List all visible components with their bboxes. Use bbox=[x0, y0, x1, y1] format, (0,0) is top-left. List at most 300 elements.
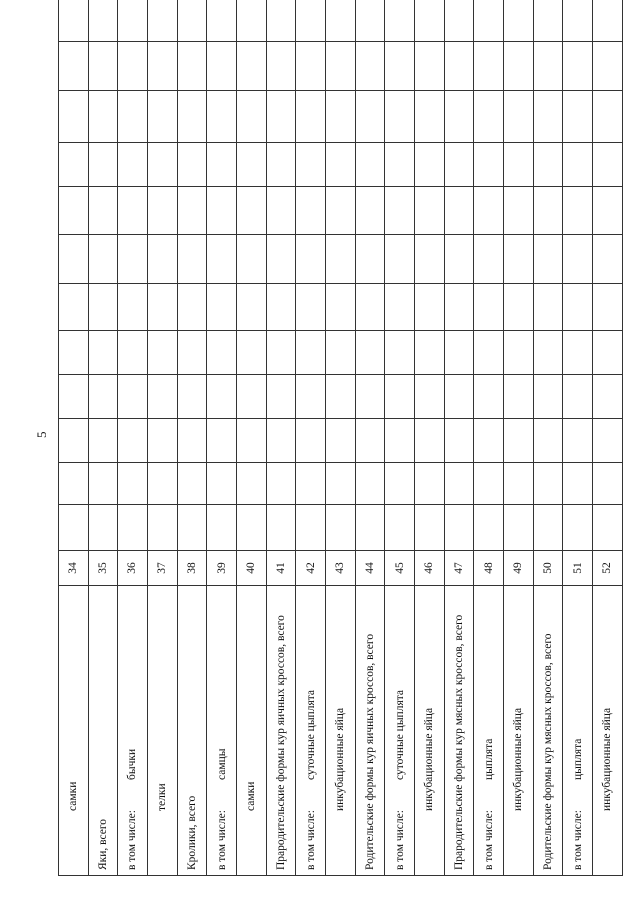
value-cell[interactable] bbox=[533, 463, 563, 505]
value-cell[interactable] bbox=[504, 0, 534, 42]
value-cell[interactable] bbox=[207, 42, 237, 91]
value-cell[interactable] bbox=[266, 419, 296, 463]
value-cell[interactable] bbox=[563, 419, 593, 463]
value-cell[interactable] bbox=[326, 187, 356, 235]
value-cell[interactable] bbox=[88, 91, 118, 143]
value-cell[interactable] bbox=[177, 419, 207, 463]
value-cell[interactable] bbox=[533, 419, 563, 463]
value-cell[interactable] bbox=[474, 143, 504, 187]
value-cell[interactable] bbox=[207, 235, 237, 284]
value-cell[interactable] bbox=[296, 42, 326, 91]
value-cell[interactable] bbox=[415, 463, 445, 505]
value-cell[interactable] bbox=[504, 42, 534, 91]
value-cell[interactable] bbox=[207, 284, 237, 331]
value-cell[interactable] bbox=[355, 375, 385, 419]
table-row bbox=[593, 0, 623, 876]
value-cell[interactable] bbox=[118, 42, 148, 91]
table-row bbox=[385, 0, 415, 876]
value-cell[interactable] bbox=[474, 375, 504, 419]
value-cell[interactable] bbox=[296, 284, 326, 331]
value-cell[interactable] bbox=[326, 235, 356, 284]
value-cell[interactable] bbox=[326, 419, 356, 463]
value-cell[interactable] bbox=[148, 235, 178, 284]
value-cell[interactable] bbox=[177, 331, 207, 375]
value-cell[interactable] bbox=[296, 235, 326, 284]
value-cell[interactable] bbox=[59, 0, 89, 42]
value-cell[interactable] bbox=[593, 419, 623, 463]
table-row bbox=[296, 0, 326, 876]
row-label-cell bbox=[88, 586, 118, 876]
value-cell[interactable] bbox=[563, 505, 593, 551]
value-cell[interactable] bbox=[326, 284, 356, 331]
value-cell[interactable] bbox=[533, 187, 563, 235]
value-cell[interactable] bbox=[148, 91, 178, 143]
value-cell[interactable] bbox=[355, 331, 385, 375]
value-cell[interactable] bbox=[533, 91, 563, 143]
row-label: инкубационные яйца bbox=[334, 707, 347, 811]
row-label: самки bbox=[67, 781, 80, 811]
row-number: 42 bbox=[296, 551, 326, 586]
value-cell[interactable] bbox=[88, 235, 118, 284]
value-cell[interactable] bbox=[177, 284, 207, 331]
value-cell[interactable] bbox=[385, 419, 415, 463]
row-label: суточные цыплята bbox=[304, 689, 317, 780]
value-cell[interactable] bbox=[444, 463, 474, 505]
value-cell[interactable] bbox=[266, 143, 296, 187]
value-cell[interactable] bbox=[148, 463, 178, 505]
value-cell[interactable] bbox=[59, 505, 89, 551]
value-cell[interactable] bbox=[296, 463, 326, 505]
table-row bbox=[207, 0, 237, 876]
value-cell[interactable] bbox=[563, 284, 593, 331]
value-cell[interactable] bbox=[504, 143, 534, 187]
value-cell[interactable] bbox=[385, 0, 415, 42]
value-cell[interactable] bbox=[444, 419, 474, 463]
value-cell[interactable] bbox=[118, 187, 148, 235]
value-cell[interactable] bbox=[177, 42, 207, 91]
table-row bbox=[415, 0, 445, 876]
row-label: телки bbox=[156, 783, 169, 811]
table-row bbox=[266, 0, 296, 876]
value-cell[interactable] bbox=[533, 143, 563, 187]
value-cell[interactable] bbox=[533, 42, 563, 91]
value-cell[interactable] bbox=[237, 331, 267, 375]
value-cell[interactable] bbox=[444, 375, 474, 419]
value-cell[interactable] bbox=[88, 0, 118, 42]
row-label-cell bbox=[474, 586, 504, 876]
value-cell[interactable] bbox=[88, 284, 118, 331]
value-cell[interactable] bbox=[266, 187, 296, 235]
row-label: инкубационные яйца bbox=[423, 707, 436, 811]
value-cell[interactable] bbox=[237, 463, 267, 505]
value-cell[interactable] bbox=[444, 42, 474, 91]
value-cell[interactable] bbox=[444, 187, 474, 235]
value-cell[interactable] bbox=[415, 375, 445, 419]
value-cell[interactable] bbox=[326, 375, 356, 419]
value-cell[interactable] bbox=[296, 375, 326, 419]
value-cell[interactable] bbox=[444, 331, 474, 375]
row-label: Кролики, всего bbox=[185, 795, 198, 870]
value-cell[interactable] bbox=[504, 463, 534, 505]
row-prefix: в том числе: bbox=[215, 810, 228, 870]
value-cell[interactable] bbox=[563, 375, 593, 419]
value-cell[interactable] bbox=[59, 143, 89, 187]
row-label-cell bbox=[148, 586, 178, 876]
value-cell[interactable] bbox=[326, 331, 356, 375]
value-cell[interactable] bbox=[118, 284, 148, 331]
value-cell[interactable] bbox=[266, 0, 296, 42]
value-cell[interactable] bbox=[296, 505, 326, 551]
value-cell[interactable] bbox=[207, 419, 237, 463]
value-cell[interactable] bbox=[118, 0, 148, 42]
row-label-cell bbox=[355, 586, 385, 876]
table-row bbox=[237, 0, 267, 876]
value-cell[interactable] bbox=[415, 235, 445, 284]
row-number: 39 bbox=[207, 551, 237, 586]
value-cell[interactable] bbox=[444, 235, 474, 284]
value-cell[interactable] bbox=[355, 463, 385, 505]
value-cell[interactable] bbox=[266, 91, 296, 143]
value-cell[interactable] bbox=[118, 91, 148, 143]
value-cell[interactable] bbox=[533, 0, 563, 42]
value-cell[interactable] bbox=[118, 375, 148, 419]
value-cell[interactable] bbox=[118, 331, 148, 375]
value-cell[interactable] bbox=[237, 143, 267, 187]
value-cell[interactable] bbox=[474, 419, 504, 463]
value-cell[interactable] bbox=[118, 143, 148, 187]
value-cell[interactable] bbox=[385, 284, 415, 331]
value-cell[interactable] bbox=[593, 284, 623, 331]
value-cell[interactable] bbox=[415, 42, 445, 91]
value-cell[interactable] bbox=[533, 375, 563, 419]
value-cell[interactable] bbox=[88, 331, 118, 375]
value-cell[interactable] bbox=[385, 463, 415, 505]
value-cell[interactable] bbox=[474, 505, 504, 551]
value-cell[interactable] bbox=[59, 419, 89, 463]
value-cell[interactable] bbox=[415, 143, 445, 187]
value-cell[interactable] bbox=[237, 91, 267, 143]
value-cell[interactable] bbox=[266, 235, 296, 284]
value-cell[interactable] bbox=[296, 187, 326, 235]
value-cell[interactable] bbox=[355, 419, 385, 463]
row-label-cell bbox=[563, 586, 593, 876]
value-cell[interactable] bbox=[504, 187, 534, 235]
value-cell[interactable] bbox=[177, 143, 207, 187]
page-number: 5 bbox=[34, 431, 49, 438]
value-cell[interactable] bbox=[148, 143, 178, 187]
value-cell[interactable] bbox=[296, 331, 326, 375]
value-cell[interactable] bbox=[148, 375, 178, 419]
value-cell[interactable] bbox=[207, 331, 237, 375]
value-cell[interactable] bbox=[237, 0, 267, 42]
value-cell[interactable] bbox=[385, 143, 415, 187]
value-cell[interactable] bbox=[415, 91, 445, 143]
value-cell[interactable] bbox=[385, 505, 415, 551]
row-label-cell bbox=[444, 586, 474, 876]
value-cell[interactable] bbox=[593, 0, 623, 42]
row-number: 46 bbox=[415, 551, 445, 586]
value-cell[interactable] bbox=[355, 0, 385, 42]
value-cell[interactable] bbox=[296, 419, 326, 463]
value-cell[interactable] bbox=[148, 505, 178, 551]
value-cell[interactable] bbox=[355, 143, 385, 187]
value-cell[interactable] bbox=[563, 463, 593, 505]
row-number: 45 bbox=[385, 551, 415, 586]
value-cell[interactable] bbox=[415, 187, 445, 235]
value-cell[interactable] bbox=[326, 91, 356, 143]
value-cell[interactable] bbox=[355, 235, 385, 284]
row-label: инкубационные яйца bbox=[512, 707, 525, 811]
value-cell[interactable] bbox=[148, 187, 178, 235]
value-cell[interactable] bbox=[355, 505, 385, 551]
value-cell[interactable] bbox=[533, 235, 563, 284]
value-cell[interactable] bbox=[88, 505, 118, 551]
value-cell[interactable] bbox=[237, 235, 267, 284]
row-number: 50 bbox=[533, 551, 563, 586]
row-label: самцы bbox=[215, 748, 228, 780]
value-cell[interactable] bbox=[326, 143, 356, 187]
row-label: Родительские формы кур яичных кроссов, всего bbox=[363, 633, 376, 870]
row-label-cell bbox=[504, 586, 534, 876]
value-cell[interactable] bbox=[533, 331, 563, 375]
row-label: бычки bbox=[126, 748, 139, 780]
value-cell[interactable] bbox=[444, 91, 474, 143]
value-cell[interactable] bbox=[326, 0, 356, 42]
value-cell[interactable] bbox=[59, 375, 89, 419]
table-row bbox=[563, 0, 593, 876]
value-cell[interactable] bbox=[385, 187, 415, 235]
value-cell[interactable] bbox=[207, 0, 237, 42]
row-prefix: в том числе: bbox=[482, 810, 495, 870]
value-cell[interactable] bbox=[88, 463, 118, 505]
value-cell[interactable] bbox=[296, 91, 326, 143]
value-cell[interactable] bbox=[415, 505, 445, 551]
value-cell[interactable] bbox=[563, 187, 593, 235]
value-cell[interactable] bbox=[118, 505, 148, 551]
value-cell[interactable] bbox=[237, 42, 267, 91]
value-cell[interactable] bbox=[59, 42, 89, 91]
value-cell[interactable] bbox=[207, 143, 237, 187]
value-cell[interactable] bbox=[177, 505, 207, 551]
row-label-cell bbox=[177, 586, 207, 876]
row-label-cell bbox=[266, 586, 296, 876]
value-cell[interactable] bbox=[59, 187, 89, 235]
value-cell[interactable] bbox=[504, 375, 534, 419]
value-cell[interactable] bbox=[385, 235, 415, 284]
value-cell[interactable] bbox=[593, 331, 623, 375]
row-label-cell bbox=[237, 586, 267, 876]
value-cell[interactable] bbox=[474, 331, 504, 375]
value-cell[interactable] bbox=[88, 375, 118, 419]
value-cell[interactable] bbox=[207, 91, 237, 143]
value-cell[interactable] bbox=[177, 463, 207, 505]
row-number: 36 bbox=[118, 551, 148, 586]
value-cell[interactable] bbox=[355, 284, 385, 331]
value-cell[interactable] bbox=[385, 331, 415, 375]
value-cell[interactable] bbox=[593, 463, 623, 505]
value-cell[interactable] bbox=[355, 42, 385, 91]
value-cell[interactable] bbox=[474, 187, 504, 235]
row-label-cell bbox=[385, 586, 415, 876]
value-cell[interactable] bbox=[118, 419, 148, 463]
livestock-form-table bbox=[58, 0, 623, 876]
value-cell[interactable] bbox=[237, 505, 267, 551]
value-cell[interactable] bbox=[504, 284, 534, 331]
row-label-cell bbox=[296, 586, 326, 876]
row-number: 48 bbox=[474, 551, 504, 586]
value-cell[interactable] bbox=[59, 331, 89, 375]
value-cell[interactable] bbox=[177, 0, 207, 42]
value-cell[interactable] bbox=[207, 463, 237, 505]
value-cell[interactable] bbox=[593, 143, 623, 187]
row-number: 34 bbox=[59, 551, 89, 586]
value-cell[interactable] bbox=[593, 187, 623, 235]
value-cell[interactable] bbox=[266, 505, 296, 551]
row-label: цыплята bbox=[571, 738, 584, 780]
row-number: 51 bbox=[563, 551, 593, 586]
value-cell[interactable] bbox=[444, 0, 474, 42]
value-cell[interactable] bbox=[177, 375, 207, 419]
value-cell[interactable] bbox=[118, 463, 148, 505]
value-cell[interactable] bbox=[504, 235, 534, 284]
value-cell[interactable] bbox=[59, 284, 89, 331]
table-row bbox=[59, 0, 89, 876]
value-cell[interactable] bbox=[474, 463, 504, 505]
row-prefix: в том числе: bbox=[304, 810, 317, 870]
value-cell[interactable] bbox=[59, 91, 89, 143]
value-cell[interactable] bbox=[148, 331, 178, 375]
row-label: инкубационные яйца bbox=[601, 707, 614, 811]
row-label-cell bbox=[415, 586, 445, 876]
value-cell[interactable] bbox=[326, 505, 356, 551]
value-cell[interactable] bbox=[415, 419, 445, 463]
value-cell[interactable] bbox=[355, 91, 385, 143]
value-cell[interactable] bbox=[563, 91, 593, 143]
value-cell[interactable] bbox=[148, 419, 178, 463]
table-row bbox=[474, 0, 504, 876]
row-number: 43 bbox=[326, 551, 356, 586]
value-cell[interactable] bbox=[88, 419, 118, 463]
value-cell[interactable] bbox=[177, 91, 207, 143]
row-label-cell bbox=[326, 586, 356, 876]
value-cell[interactable] bbox=[415, 0, 445, 42]
value-cell[interactable] bbox=[326, 463, 356, 505]
value-cell[interactable] bbox=[148, 284, 178, 331]
value-cell[interactable] bbox=[563, 0, 593, 42]
table-row bbox=[504, 0, 534, 876]
value-cell[interactable] bbox=[593, 375, 623, 419]
value-cell[interactable] bbox=[266, 331, 296, 375]
value-cell[interactable] bbox=[504, 331, 534, 375]
value-cell[interactable] bbox=[474, 284, 504, 331]
value-cell[interactable] bbox=[593, 42, 623, 91]
value-cell[interactable] bbox=[593, 235, 623, 284]
row-number: 35 bbox=[88, 551, 118, 586]
value-cell[interactable] bbox=[266, 463, 296, 505]
value-cell[interactable] bbox=[266, 284, 296, 331]
value-cell[interactable] bbox=[237, 375, 267, 419]
value-cell[interactable] bbox=[563, 42, 593, 91]
value-cell[interactable] bbox=[504, 91, 534, 143]
row-prefix: в том числе: bbox=[571, 810, 584, 870]
value-cell[interactable] bbox=[474, 42, 504, 91]
row-label: цыплята bbox=[482, 738, 495, 780]
value-cell[interactable] bbox=[237, 187, 267, 235]
value-cell[interactable] bbox=[533, 284, 563, 331]
value-cell[interactable] bbox=[88, 143, 118, 187]
table-row bbox=[148, 0, 178, 876]
value-cell[interactable] bbox=[59, 235, 89, 284]
row-label-cell bbox=[118, 586, 148, 876]
value-cell[interactable] bbox=[474, 0, 504, 42]
table-row bbox=[444, 0, 474, 876]
value-cell[interactable] bbox=[177, 235, 207, 284]
value-cell[interactable] bbox=[593, 91, 623, 143]
row-number: 38 bbox=[177, 551, 207, 586]
value-cell[interactable] bbox=[415, 331, 445, 375]
row-label: Яки, всего bbox=[96, 818, 109, 870]
value-cell[interactable] bbox=[207, 375, 237, 419]
value-cell[interactable] bbox=[237, 419, 267, 463]
value-cell[interactable] bbox=[563, 143, 593, 187]
value-cell[interactable] bbox=[266, 42, 296, 91]
value-cell[interactable] bbox=[385, 375, 415, 419]
rotated-table-container bbox=[58, 21, 623, 876]
row-label: Прародительские формы кур мясных кроссов, всего bbox=[452, 614, 465, 870]
value-cell[interactable] bbox=[296, 0, 326, 42]
value-cell[interactable] bbox=[266, 375, 296, 419]
value-cell[interactable] bbox=[474, 235, 504, 284]
value-cell[interactable] bbox=[504, 505, 534, 551]
value-cell[interactable] bbox=[563, 235, 593, 284]
row-number: 44 bbox=[355, 551, 385, 586]
value-cell[interactable] bbox=[444, 143, 474, 187]
table-row bbox=[118, 0, 148, 876]
table-row bbox=[88, 0, 118, 876]
value-cell[interactable] bbox=[207, 505, 237, 551]
value-cell[interactable] bbox=[474, 91, 504, 143]
value-cell[interactable] bbox=[415, 284, 445, 331]
value-cell[interactable] bbox=[296, 143, 326, 187]
value-cell[interactable] bbox=[444, 284, 474, 331]
value-cell[interactable] bbox=[355, 187, 385, 235]
value-cell[interactable] bbox=[385, 91, 415, 143]
value-cell[interactable] bbox=[237, 284, 267, 331]
value-cell[interactable] bbox=[207, 187, 237, 235]
row-label-cell bbox=[533, 586, 563, 876]
value-cell[interactable] bbox=[444, 505, 474, 551]
value-cell[interactable] bbox=[148, 42, 178, 91]
value-cell[interactable] bbox=[533, 505, 563, 551]
value-cell[interactable] bbox=[326, 42, 356, 91]
row-label: суточные цыплята bbox=[393, 689, 406, 780]
row-label-cell bbox=[59, 586, 89, 876]
value-cell[interactable] bbox=[563, 331, 593, 375]
value-cell[interactable] bbox=[504, 419, 534, 463]
row-number: 52 bbox=[593, 551, 623, 586]
value-cell[interactable] bbox=[177, 187, 207, 235]
value-cell[interactable] bbox=[148, 0, 178, 42]
value-cell[interactable] bbox=[385, 42, 415, 91]
table-row bbox=[355, 0, 385, 876]
value-cell[interactable] bbox=[593, 505, 623, 551]
value-cell[interactable] bbox=[118, 235, 148, 284]
value-cell[interactable] bbox=[88, 42, 118, 91]
table-row bbox=[533, 0, 563, 876]
value-cell[interactable] bbox=[88, 187, 118, 235]
value-cell[interactable] bbox=[59, 463, 89, 505]
table-body bbox=[59, 0, 623, 876]
